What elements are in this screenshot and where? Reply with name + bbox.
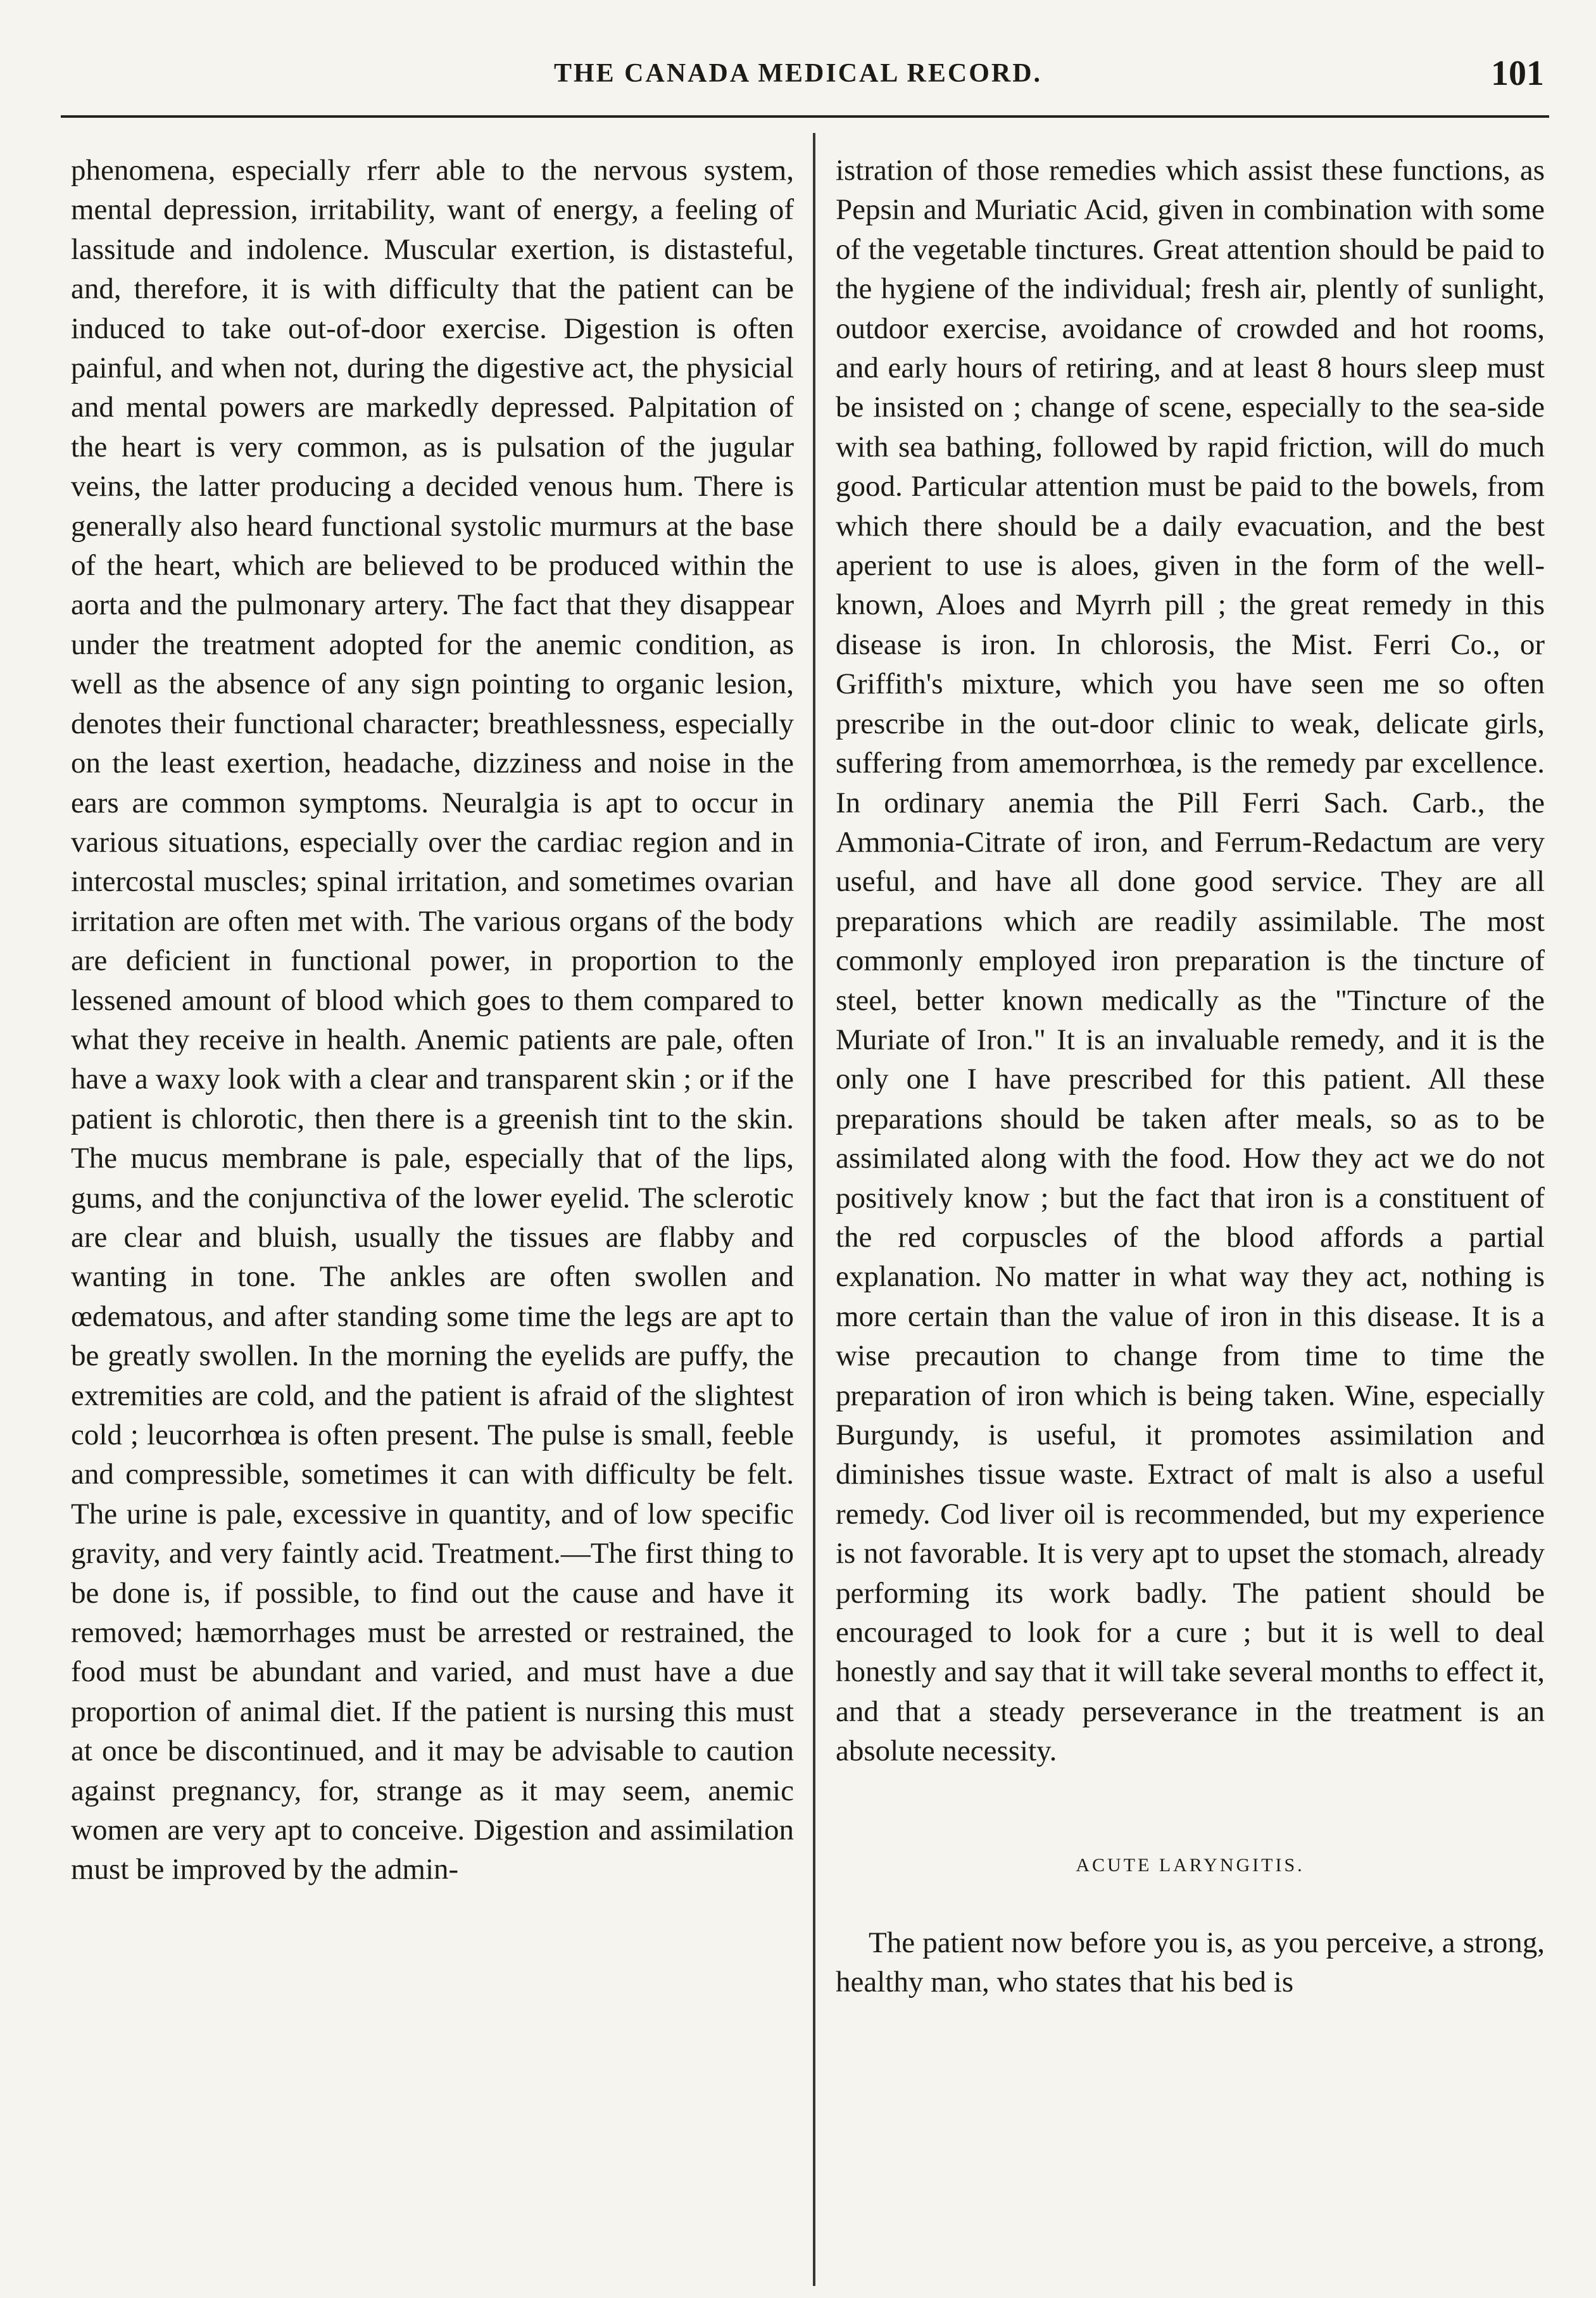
right-column — [836, 151, 1545, 2002]
column-divider — [813, 133, 815, 2286]
page-number: 101 — [1491, 54, 1544, 93]
right-column-text: istration of those remedies which assist these functions, as Pepsin and Muriatic Acid, given in combination with some of the vegetable tinctures. Great attention should be paid to the hygiene of the individual; fresh air, plently of sunlight, outdoor exercise, avoidance of crowded and hot rooms, and early hours of retiring, and at least 8 hours sleep must be insisted on ; change of scene, especially to the sea-side with sea bathing, followed by rapid friction, will do much good. Particular attention must be paid to the bowels, from which there should be a daily evacuation, and the best aperient to use is aloes, given in the form of the well-known, Aloes and Myrrh pill ; the great remedy in this disease is iron. In chlorosis, the Mist. Ferri Co., or Griffith's mixture, which you have seen me so often prescribe in the out-door clinic to weak, delicate girls, suffering from amemorrhœa, is the remedy par excellence. In ordinary anemia the Pill Ferri Sach. Carb., the Ammonia-Citrate of iron, and Ferrum-Redactum are very useful, and have all done good service. They are all preparations which are readily assimilable. The most commonly employed iron preparation is the tincture of steel, better known medically as the "Tincture of the Muriate of Iron." It is an invaluable remedy, and it is the only one I have prescribed for this patient. All these preparations should be taken after meals, so as to be assimilated along with the food. How they act we do not positively know ; but the fact that iron is a constituent of the red corpuscles of the blood affords a partial explanation. No matter in what way they act, nothing is more certain than the value of iron in this disease. It is a wise precaution to change from time to time the preparation of iron which is being taken. Wine, especially Burgundy, is useful, it promotes assimilation and diminishes tissue waste. Extract of malt is also a useful remedy. Cod liver oil is recommended, but my experience is not favorable. It is very apt to upset the stomach, already performing its work badly. The patient should be encouraged to look for a cure ; but it is well to deal honestly and say that it will take several months to effect it, and that a steady perseverance in the treatment is an absolute necessity. — [836, 154, 1545, 1768]
journal-title: THE CANADA MEDICAL RECORD. — [553, 59, 1043, 88]
left-column-text: phenomena, especially rferr able to the nervous system, mental depression, irritability, want of energy, a feeling of lassitude and indolence. Muscular exertion, is distasteful, and, therefore, it is with difficulty that the patient can be induced to take out-of-door exercise. Digestion is often painful, and when not, during the digestive act, the physicial and mental powers are markedly depressed. Palpitation of the heart is very common, as is pulsation of the jugular veins, the latter producing a decided venous hum. There is generally also heard functional systolic murmurs at the base of the heart, which are believed to be produced within the aorta and the pulmonary artery. The fact that they disappear under the treatment adopted for the anemic condition, as well as the absence of any sign pointing to organic lesion, denotes their functional character; breathlessness, especially on the least exertion, headache, dizziness and noise in the ears are common symptoms. Neuralgia is apt to occur in various situations, especially over the cardiac region and in intercostal muscles; spinal irritation, and sometimes ovarian irritation are often met with. The various organs of the body are deficient in functional power, in proportion to the lessened amount of blood which goes to them compared to what they receive in health. Anemic patients are pale, often have a waxy look with a clear and transparent skin ; or if the patient is chlorotic, then there is a greenish tint to the skin. The mucus membrane is pale, especially that of the lips, gums, and the conjunctiva of the lower eyelid. The sclerotic are clear and bluish, usually the tissues are flabby and wanting in tone. The ankles are often swollen and œdematous, and after standing some time the legs are apt to be greatly swollen. In the morning the eyelids are puffy, the extremities are cold, and the patient is afraid of the slightest cold ; leucorrhœa is often present. The pulse is small, feeble and compressible, sometimes it can with difficulty be felt. The urine is pale, excessive in quantity, and of low specific gravity, and very faintly acid. Treatment.—The first thing to be done is, if possible, to find out the cause and have it removed; hæmorrhages must be arrested or restrained, the food must be abundant and varied, and must have a due proportion of animal diet. If the patient is nursing this must at once be discontinued, and it may be advisable to caution against pregnancy, for, strange as it may seem, anemic women are very apt to conceive. Digestion and assimilation must be improved by the admin- — [71, 154, 794, 1886]
page-header — [0, 0, 1596, 133]
left-column — [71, 151, 794, 1890]
section-heading: ACUTE LARYNGITIS. — [1076, 1854, 1305, 1876]
header-rule — [61, 115, 1549, 118]
section-text: The patient now before you is, as you perceive, a strong, healthy man, who states that his bed is — [836, 1926, 1545, 1999]
